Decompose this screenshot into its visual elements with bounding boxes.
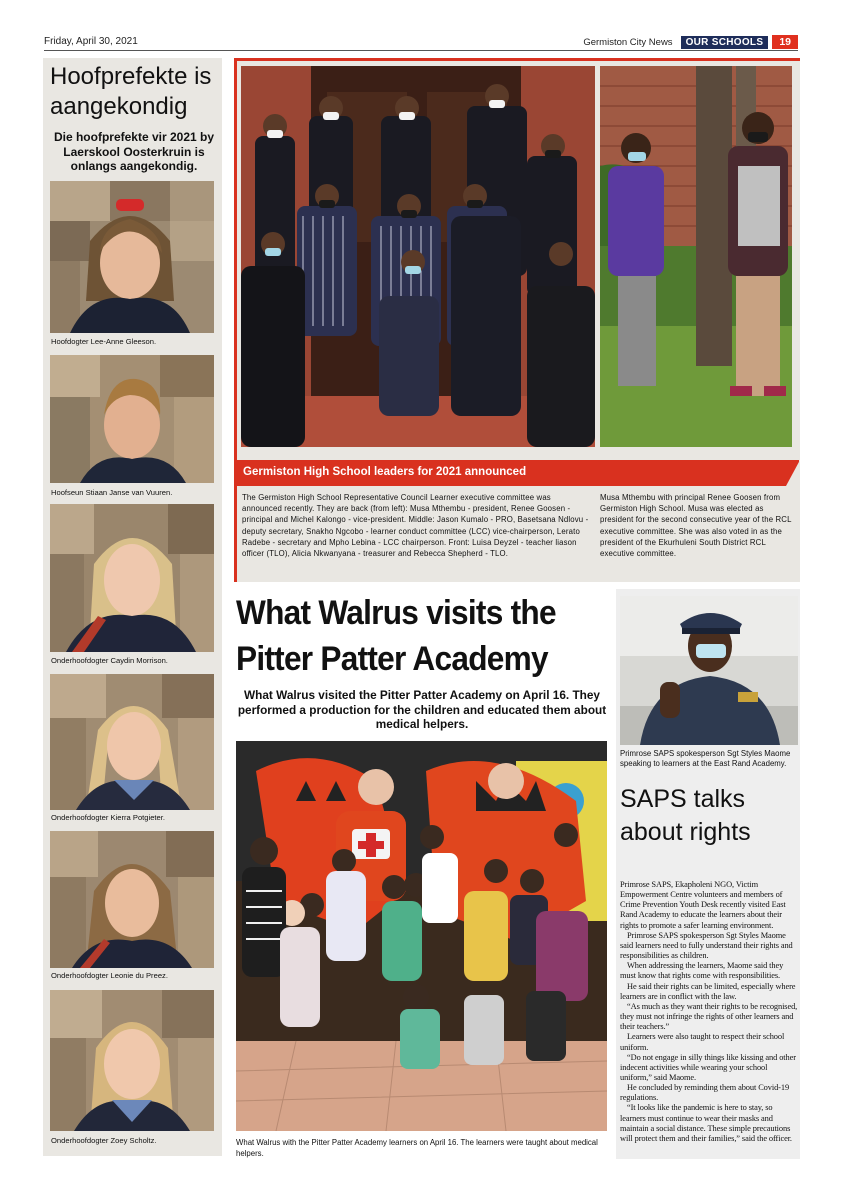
article-paragraph: He concluded by reminding them about Covid-19 regulations. [620,1083,790,1103]
portrait-photo [50,674,214,810]
portrait-caption: Hoofseun Stiaan Janse van Vuuren. [51,488,173,497]
portrait-caption: Onderhoofdogter Caydin Morrison. [51,656,168,665]
prefects-column [43,58,222,1156]
article-paragraph: “As much as they want their rights to be recognised, they must not infringe the rights of other learners and their teachers.” [620,1001,798,1032]
portrait-caption: Hoofdogter Lee-Anne Gleeson. [51,337,157,346]
walrus-photo [236,741,607,1131]
prefects-intro: Die hoofprefekte vir 2021 by Laerskool Oosterkruin is onlangs aangekondig. [53,130,215,173]
principal-photo [600,66,792,447]
prefects-headline: Hoofprefekte is aangekondig [50,63,212,120]
group-photo-caption: The Germiston High School Representative Council Learner executive committee was announced recently. They are back (from left): Musa Mthembu - president, Renee Goosen - principal and Michel Kalongo - vice-president. Middle: Jason Kumalo - PRO, Basetsana Ndlovu - deputy secretary, Snakho Ngcobo - learner conduct committee (LCC) vice-chairperson, Lerato Radebe - secretary and Mpho Lebina - LCC chairperson. Front: Luisa Deyzel - teacher liason officer (TLO), Alicia Nkwanyana - treasurer and Rebecca Shepherd - TLO. [242,493,589,559]
portrait-caption: Onderhoofdogter Leonie du Preez. [51,971,168,980]
saps-article-body [620,880,798,1144]
germiston-banner: Germiston High School leaders for 2021 announced [237,460,799,486]
walrus-photo-caption: What Walrus with the Pitter Patter Academy learners on April 16. The learners were taught about medical helpers. [236,1138,598,1158]
section-badge: OUR SCHOOLS [681,36,769,49]
saps-headline: SAPS talks about rights [620,785,751,846]
article-paragraph: “It looks like the pandemic is here to stay, so learners must continue to wear their masks and maintain a social distance. These simple precautions will protect them and their families,” said the officer. [620,1103,792,1143]
officer-photo-caption: Primrose SAPS spokesperson Sgt Styles Maome speaking to learners at the East Rand Academy. [620,749,791,769]
article-paragraph: Primrose SAPS spokesperson Sgt Styles Maome said learners need to fully understand their rights and responsibilities as children. [620,930,793,961]
portrait-photo [50,831,214,968]
portrait-photo [50,355,214,483]
walrus-headline: What Walrus visits the Pitter Patter Academy [236,594,556,678]
portrait-photo [50,504,214,652]
portrait-caption: Onderhoofdogter Kierra Potgieter. [51,813,165,822]
issue-date: Friday, April 30, 2021 [44,36,138,47]
publication-name: Germiston City News [583,36,673,48]
portrait-photo [50,181,214,333]
officer-photo [620,596,798,745]
header-right [583,35,798,49]
article-paragraph: “Do not engage in silly things like kissing and other indecent activities while wearing your school uniform,” said Maome. [620,1052,796,1082]
page-number-badge: 19 [772,35,798,49]
article-paragraph: Learners were also taught to respect their school uniform. [620,1032,785,1052]
portrait-caption: Onderhoofdogter Zoey Scholtz. [51,1136,157,1145]
article-paragraph: He said their rights can be limited, especially where learners are in conflict with the law. [620,981,796,1001]
article-paragraph: Primrose SAPS, Ekapholeni NGO, Victim Empowerment Centre volunteers and members of Crime Prevention Youth Desk recently visited East Rand Academy to educate the learners about their rights to promote a safer learning environment. [620,880,786,930]
header-rule [44,50,798,51]
portrait-photo [50,990,214,1131]
principal-photo-caption: Musa Mthembu with principal Renee Goosen from Germiston High School. Musa was elected as president for the second consecutive year of the RCL executive committee. She was also voted in as the president of the Ekurhuleni South District RCL executive committee. [600,493,792,559]
walrus-deck: What Walrus visited the Pitter Patter Academy on April 16. They performed a production for the children and educated them about medical helpers. [237,688,607,731]
group-photo [241,66,595,447]
article-paragraph: When addressing the learners, Maome said they must know that rights come with responsibilities. [620,961,784,981]
